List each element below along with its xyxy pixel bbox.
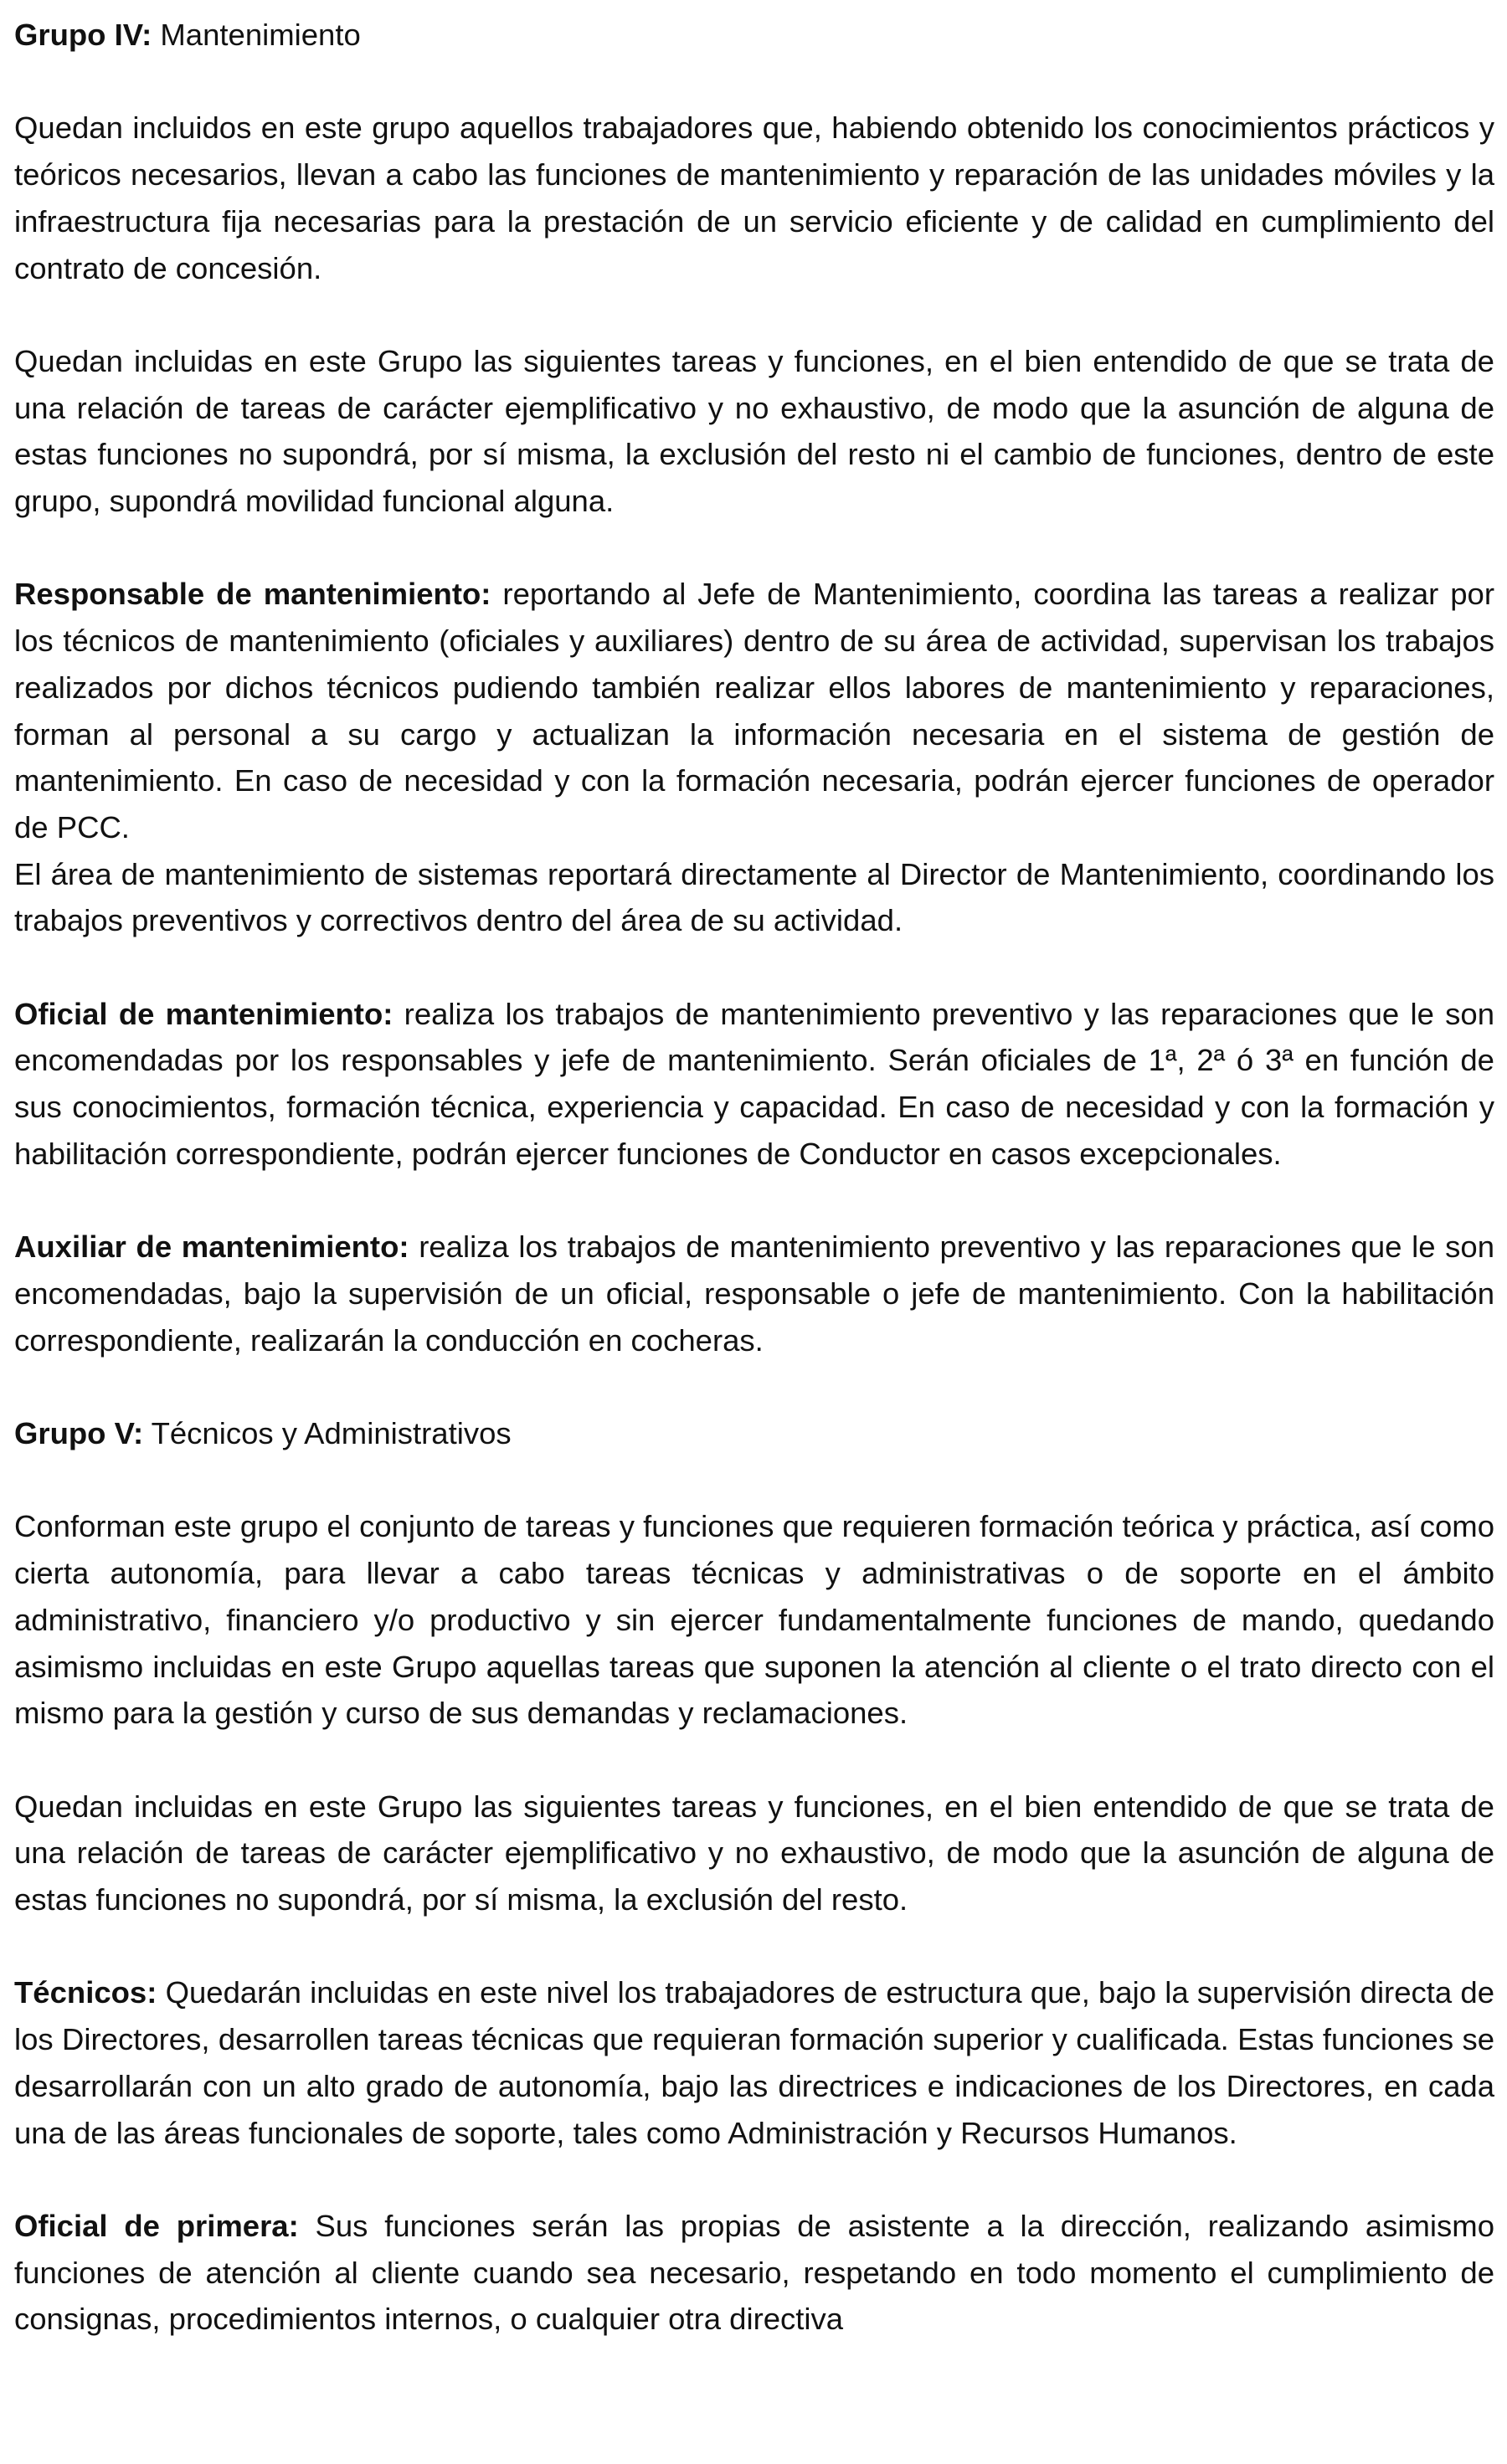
auxiliar-mantenimiento-term: Auxiliar de mantenimiento: bbox=[14, 1229, 409, 1265]
oficial-primera-term: Oficial de primera: bbox=[14, 2208, 299, 2243]
oficial-primera-paragraph bbox=[14, 2203, 1494, 2343]
grupo-iv-title: Mantenimiento bbox=[152, 18, 361, 52]
responsable-mantenimiento-paragraph bbox=[14, 571, 1494, 850]
area-sistemas-paragraph: El área de mantenimiento de sistemas reportará directamente al Director de Mantenimiento, coordinando los trabajos preventivos y correctivos dentro del área de su actividad. bbox=[14, 856, 1494, 938]
grupo-iv-heading bbox=[14, 12, 1494, 59]
grupo-iv-tareas: Quedan incluidas en este Grupo las siguientes tareas y funciones, en el bien entendido de que se trata de una relación de tareas de carácter ejemplificativo y no exhaustivo, de modo que la asunción de alguna de estas funciones no supondrá, por sí misma, la exclusión del resto ni el cambio de funciones, dentro de este grupo, supondrá movilidad funcional alguna. bbox=[14, 343, 1494, 518]
oficial-mantenimiento-text: realiza los trabajos de mantenimiento preventivo y las reparaciones que le son encomendadas por los responsables y jefe de mantenimiento. Serán oficiales de 1ª, 2ª ó 3ª en función de sus conocimientos, formación técnica, experiencia y capacidad. En caso de necesidad y con la formación y habilitación correspondiente, podrán ejercer funciones de Conductor en casos excepcionales. bbox=[14, 996, 1495, 1171]
oficial-primera-text: Sus funciones serán las propias de asistente a la dirección, realizando asimismo funciones de atención al cliente cuando sea necesario, respetando en todo momento el cumplimiento de consignas, procedimientos internos, o cualquier otra directiva bbox=[14, 2208, 1494, 2337]
responsable-mantenimiento-term: Responsable de mantenimiento: bbox=[14, 577, 491, 612]
oficial-mantenimiento-paragraph bbox=[14, 991, 1494, 1178]
grupo-iv-label: Grupo IV: bbox=[14, 18, 152, 52]
responsable-mantenimiento-text: reportando al Jefe de Mantenimiento, coordina las tareas a realizar por los técnicos de mantenimiento (oficiales y auxiliares) dentro de su área de actividad, supervisan los trabajos realizados por dichos técnicos pudiendo también realizar ellos labores de mantenimiento y reparaciones, forman al personal a su cargo y actualizan la información necesaria en el sistema de gestión de mantenimiento. En caso de necesidad y con la formación necesaria, podrán ejercer funciones de operador de PCC. bbox=[14, 577, 1494, 844]
grupo-v-tareas: Quedan incluidas en este Grupo las siguientes tareas y funciones, en el bien entendido de que se trata de una relación de tareas de carácter ejemplificativo y no exhaustivo, de modo que la asunción de alguna de estas funciones no supondrá, por sí misma, la exclusión del resto. bbox=[14, 1789, 1494, 1917]
tecnicos-paragraph bbox=[14, 1969, 1494, 2156]
grupo-v-label: Grupo V: bbox=[14, 1416, 144, 1450]
grupo-iv-intro: Quedan incluidos en este grupo aquellos trabajadores que, habiendo obtenido los conocimientos prácticos y teóricos necesarios, llevan a cabo las funciones de mantenimiento y reparación de las unidades móviles y la infraestructura fija necesarias para la prestación de un servicio eficiente y de calidad en cumplimiento del contrato de concesión. bbox=[14, 110, 1494, 285]
grupo-v-intro: Conforman este grupo el conjunto de tareas y funciones que requieren formación teórica y práctica, así como cierta autonomía, para llevar a cabo tareas técnicas y administrativas o de soporte en el ámbito administrativo, financiero y/o productivo y sin ejercer fundamentalmente funciones de mando, quedando asimismo incluidas en este Grupo aquellas tareas que suponen la atención al cliente o el trato directo con el mismo para la gestión y curso de sus demandas y reclamaciones. bbox=[14, 1509, 1494, 1731]
auxiliar-mantenimiento-text: realiza los trabajos de mantenimiento preventivo y las reparaciones que le son encomendadas, bajo la supervisión de un oficial, responsable o jefe de mantenimiento. Con la habilitación correspondiente, realizarán la conducción en cocheras. bbox=[14, 1229, 1495, 1358]
auxiliar-mantenimiento-paragraph bbox=[14, 1224, 1494, 1363]
grupo-v-title: Técnicos y Administrativos bbox=[143, 1416, 512, 1450]
tecnicos-text: Quedarán incluidas en este nivel los trabajadores de estructura que, bajo la supervisión directa de los Directores, desarrollen tareas técnicas que requieran formación superior y cualificada. Estas funciones se desarrollarán con un alto grado de autonomía, bajo las directrices e indicaciones de los Directores, en cada una de las áreas funcionales de soporte, tales como Administración y Recursos Humanos. bbox=[14, 1975, 1494, 2150]
tecnicos-term: Técnicos: bbox=[14, 1975, 157, 2010]
oficial-mantenimiento-term: Oficial de mantenimiento: bbox=[14, 996, 393, 1031]
grupo-v-heading bbox=[14, 1410, 1494, 1457]
